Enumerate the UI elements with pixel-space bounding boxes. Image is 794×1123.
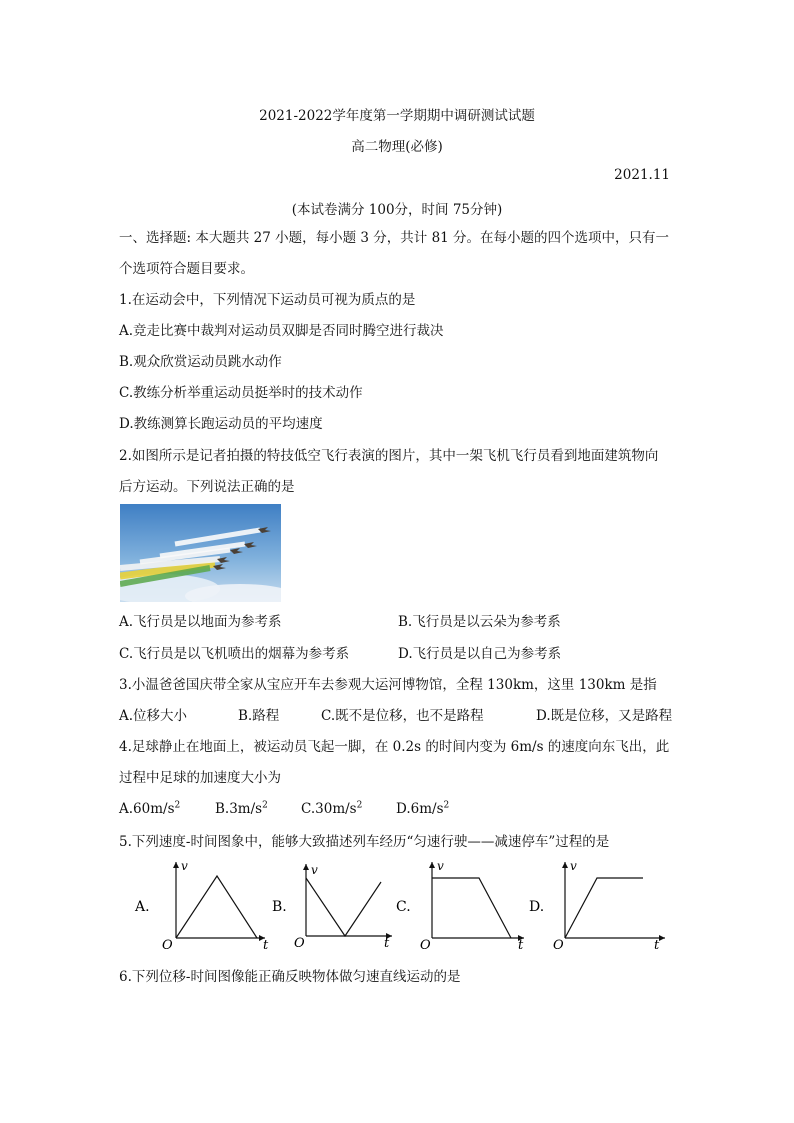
q4-option-a: $A.60m/s^2$ <box>119 800 181 817</box>
q4-stem-line2: 过程中足球的加速度大小为 <box>119 770 281 786</box>
q1-option-a: A.竞走比赛中裁判对运动员双脚是否同时腾空进行裁决 <box>119 323 444 339</box>
q3-option-d: D.既是位移，又是路程 <box>536 708 673 724</box>
svg-text:O: O <box>553 938 564 950</box>
q2-stem-line2: 后方运动。下列说法正确的是 <box>119 479 295 495</box>
q2-option-a: A.飞行员是以地面为参考系 <box>119 614 282 630</box>
q5-graph-d-label: D. <box>529 899 545 915</box>
svg-text:t: t <box>654 938 660 950</box>
svg-text:t: t <box>263 938 269 950</box>
exam-date: 2021.11 <box>614 167 670 183</box>
svg-text:v: v <box>181 859 188 873</box>
q5-graph-a <box>130 858 275 954</box>
q2-option-d: D.飞行员是以自己为参考系 <box>398 646 562 662</box>
svg-text:v: v <box>570 859 577 873</box>
q5-graph-b-label: B. <box>272 899 287 915</box>
q4-option-b: $B.3m/s^2$ <box>215 800 268 817</box>
q1-option-d: D.教练测算长跑运动员的平均速度 <box>119 416 323 432</box>
q2-stem-line1: 2.如图所示是记者拍摄的特技低空飞行表演的图片，其中一架飞机飞行员看到地面建筑物向 <box>119 448 659 464</box>
exam-note: (本试卷满分 100分，时间 75分钟) <box>291 202 503 218</box>
svg-text:v: v <box>311 863 318 877</box>
q6-stem: 6.下列位移-时间图像能正确反映物体做匀速直线运动的是 <box>119 969 461 985</box>
exam-subject: 高二物理(必修) <box>351 139 443 155</box>
svg-text:O: O <box>420 938 431 950</box>
svg-text:O: O <box>294 936 305 950</box>
q1-option-b: B.观众欣赏运动员跳水动作 <box>119 354 282 370</box>
q5-stem: 5.下列速度-时间图象中，能够大致描述列车经历“匀速行驶——减速停车”过程的是 <box>119 834 610 850</box>
q2-option-b: B.飞行员是以云朵为参考系 <box>398 614 561 630</box>
q4-stem-line1: 4.足球静止在地面上，被运动员飞起一脚，在 0.2s 的时间内变为 6m/s 的速度向东飞出，此 <box>119 739 670 755</box>
q1-stem: 1.在运动会中，下列情况下运动员可视为质点的是 <box>119 292 416 308</box>
q5-graph-d <box>527 858 672 954</box>
q3-option-b: B.路程 <box>238 708 280 724</box>
q5-graph-a-label: A. <box>135 899 150 915</box>
q4-option-c: $C.30m/s^2$ <box>301 800 363 817</box>
svg-text:t: t <box>384 936 390 950</box>
q4-option-d: $D.6m/s^2$ <box>396 800 450 817</box>
q3-option-c: C.既不是位移，也不是路程 <box>321 708 484 724</box>
q5-graph-b <box>268 858 398 954</box>
svg-text:t: t <box>518 938 524 950</box>
section-intro-line2: 个选项符合题目要求。 <box>119 261 254 277</box>
airshow-photo <box>120 504 281 602</box>
svg-text:v: v <box>437 859 444 873</box>
exam-title: 2021-2022学年度第一学期期中调研测试试题 <box>259 108 535 124</box>
section-intro-line1: 一、选择题: 本大题共 27 小题，每小题 3 分，共计 81 分。在每小题的四个选项中，只有一 <box>119 230 670 246</box>
q1-option-c: C.教练分析举重运动员挺举时的技术动作 <box>119 385 363 401</box>
q3-stem: 3.小温爸爸国庆带全家从宝应开车去参观大运河博物馆，全程 130km，这里 130km 是指 <box>119 677 657 693</box>
q2-option-c: C.飞行员是以飞机喷出的烟幕为参考系 <box>119 646 350 662</box>
q5-graph-c-label: C. <box>396 899 411 915</box>
q3-option-a: A.位移大小 <box>119 708 188 724</box>
svg-text:O: O <box>162 938 173 950</box>
q5-graph-c <box>394 858 534 954</box>
